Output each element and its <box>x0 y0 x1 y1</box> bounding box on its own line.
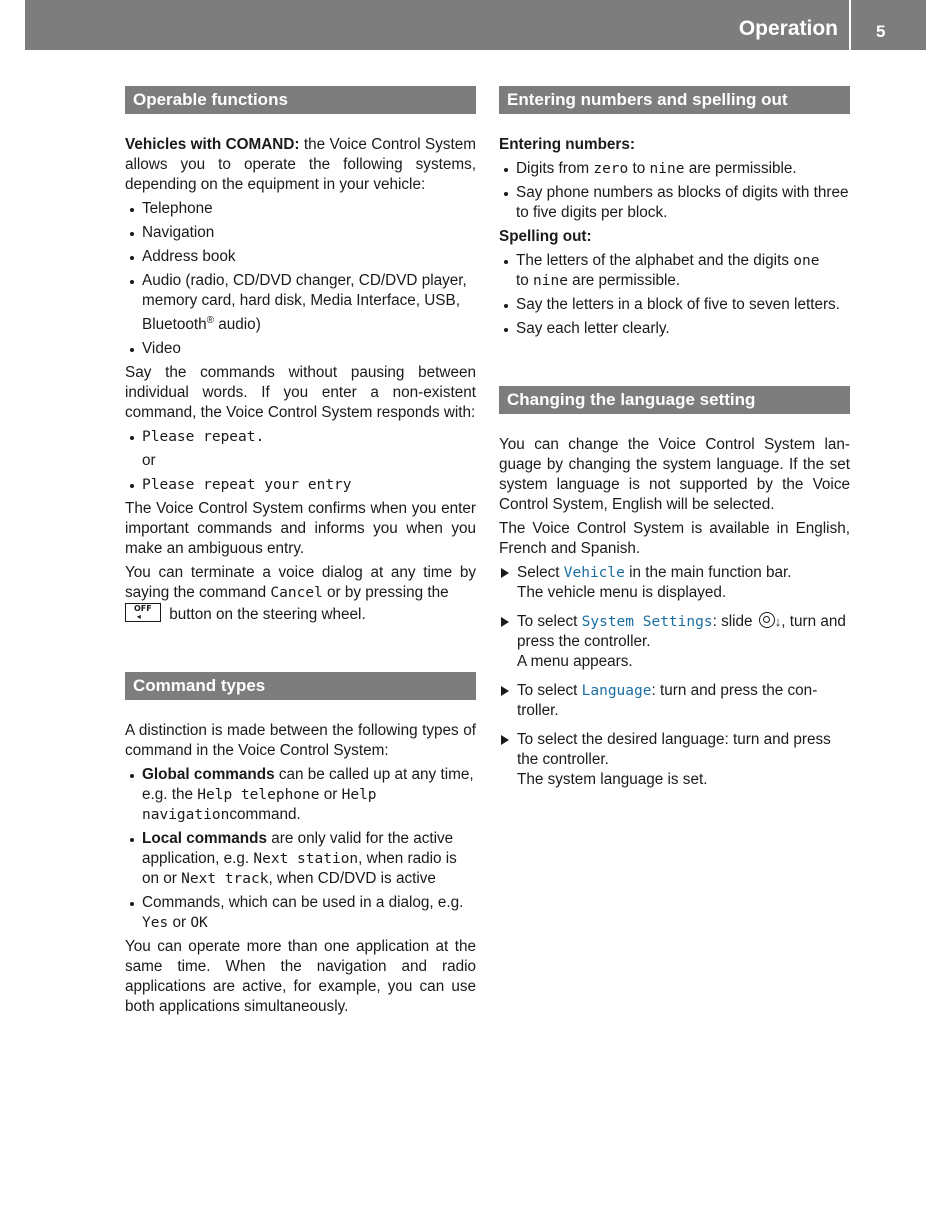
step1-text-a: Select <box>517 564 564 581</box>
list-item-audio <box>125 271 476 335</box>
entering-numbers-label: Entering numbers: <box>499 136 635 153</box>
step-arrow-icon <box>501 568 509 578</box>
list-item: Say each letter clearly. <box>499 319 850 339</box>
closing-paragraph: You can operate more than one application at the same time. When the navigation and radio applications are active, for example, you can use both applications simultaneously. <box>125 938 476 1016</box>
audio-text: Audio (radio, CD/DVD changer, CD/DVD player, memory card, hard disk, Media Interface, USB, Bluetooth <box>142 272 467 334</box>
letters-text-b: are permissible. <box>567 272 681 289</box>
step-arrow-icon <box>501 735 509 745</box>
global-text-b: command. <box>229 806 301 824</box>
or-text: or <box>319 786 342 804</box>
list-item: Telephone <box>125 199 476 219</box>
one-word: one <box>793 253 820 269</box>
heading-language-setting: Changing the language setting <box>499 386 850 414</box>
nine-word: nine <box>533 273 568 289</box>
list-item <box>125 427 476 447</box>
step2-result: A menu appears. <box>517 653 633 670</box>
dialog-text: Commands, which can be used in a dialog, e.g. <box>142 894 464 912</box>
step1-text-b: in the main function bar. <box>624 564 792 581</box>
list-item: Say the letters in a block of five to seven letters. <box>499 295 850 315</box>
language-available: The Voice Control System is available in English, French and Spanish. <box>499 520 850 557</box>
step-item <box>499 730 850 790</box>
voice-off-button-icon: OFF ◂ <box>125 603 161 622</box>
spelling-out-label: Spelling out: <box>499 228 592 245</box>
language-steps <box>499 563 850 790</box>
step2-text-a: To select <box>517 613 582 630</box>
step2-text-b: : slide <box>712 613 757 630</box>
please-repeat-entry: Please repeat your entry <box>142 477 352 494</box>
step-arrow-icon <box>501 617 509 627</box>
list-item: Address book <box>125 247 476 267</box>
nine-word: nine <box>649 161 685 177</box>
help-navigation: Help navigation <box>142 787 377 824</box>
to-text: to <box>516 272 534 289</box>
help-telephone: Help telephone <box>197 787 320 804</box>
list-item: Video <box>125 339 476 359</box>
step3-text-a: To select <box>517 682 582 699</box>
responses-list <box>125 427 476 495</box>
next-station: Next station <box>253 851 359 868</box>
system-settings-menu-name: System Settings <box>581 614 713 630</box>
step-item <box>499 563 850 603</box>
spelling-list <box>499 251 850 339</box>
step4-text: To select the desired language: turn and press the controller. <box>517 731 831 768</box>
cancel-command: Cancel <box>270 585 323 602</box>
step4-result: The system language is set. <box>517 771 708 788</box>
list-item: Navigation <box>125 223 476 243</box>
say-commands-paragraph: Say the commands without pausing between individual words. If you enter a non-existent command, the Voice Control System responds with: <box>125 364 476 422</box>
intro-bold: Vehicles with COMAND: <box>125 136 300 153</box>
to-text: to <box>628 160 650 177</box>
step-item <box>499 612 850 672</box>
list-item: Say phone numbers as blocks of digits with three to five digits per block. <box>499 183 850 223</box>
header-divider <box>849 0 851 50</box>
terminate-text-a: You can terminate a voice dialog at any time by saying the command <box>125 564 476 602</box>
digits-text-a: Digits from <box>516 160 594 177</box>
down-arrow-icon: ↓ <box>774 614 782 629</box>
list-item-global <box>125 765 476 825</box>
numbers-list <box>499 159 850 223</box>
vehicle-menu-name: Vehicle <box>563 565 625 581</box>
terminate-paragraph <box>125 563 476 625</box>
or-text: or <box>142 452 156 470</box>
heading-command-types: Command types <box>125 672 476 700</box>
list-item-dialog <box>125 893 476 933</box>
confirms-paragraph: The Voice Control System confirms when you enter important commands and informs you when you make an ambiguous entry. <box>125 500 476 558</box>
local-text-a: are only valid for the active application, e.g. <box>142 830 454 868</box>
page-number: 5 <box>876 22 886 41</box>
yes-command: Yes <box>142 915 169 932</box>
intro-text: the Voice Control System allows you to operate the following systems, depending on the equipment in your vehicle: <box>125 136 476 193</box>
ok-command: OK <box>190 915 208 932</box>
registered-mark: ® <box>206 315 215 326</box>
command-types-list <box>125 765 476 933</box>
list-item <box>499 159 850 179</box>
local-commands-label: Local commands <box>142 830 267 848</box>
or-text: or <box>168 914 191 932</box>
list-item-local <box>125 829 476 889</box>
letters-text-a: The letters of the alphabet and the digits <box>516 252 794 269</box>
global-text-a: can be called up at any time, e.g. the <box>142 766 474 804</box>
step3-text-b: : turn and press the controller. <box>517 682 818 719</box>
local-text-c: , when CD/DVD is active <box>268 870 436 888</box>
step-item <box>499 681 850 721</box>
local-text-b: , when radio is on or <box>142 850 457 888</box>
step-arrow-icon <box>501 686 509 696</box>
heading-entering-numbers: Entering numbers and spelling out <box>499 86 850 114</box>
audio-tail: audio) <box>214 316 261 334</box>
page-section-title: Operation <box>738 17 838 40</box>
functions-list <box>125 199 476 359</box>
heading-operable-functions: Operable functions <box>125 86 476 114</box>
step1-result: The vehicle menu is displayed. <box>517 584 727 601</box>
command-types-intro: A distinction is made between the following types of command in the Voice Control System: <box>125 722 476 760</box>
left-column <box>125 86 476 1021</box>
global-commands-label: Global commands <box>142 766 275 784</box>
list-item <box>125 475 476 495</box>
next-track: Next track <box>181 871 269 888</box>
right-column <box>499 86 850 799</box>
language-menu-name: Language <box>581 683 652 699</box>
zero-word: zero <box>593 161 629 177</box>
digits-text-b: are permissible. <box>684 160 797 177</box>
please-repeat: Please repeat. <box>142 429 265 446</box>
intro-paragraph <box>125 135 476 195</box>
list-item <box>499 251 850 291</box>
language-intro: You can change the Voice Control System language by changing the system language. If the set system language is not supported by the Voice Control System, English will be selected. <box>499 436 850 513</box>
controller-slide-down-icon <box>759 612 775 628</box>
terminate-text-b: or by pressing the <box>322 584 449 602</box>
terminate-text-c: button on the steering wheel. <box>165 606 366 624</box>
step2-text-c: , turn and press the controller. <box>517 613 846 650</box>
